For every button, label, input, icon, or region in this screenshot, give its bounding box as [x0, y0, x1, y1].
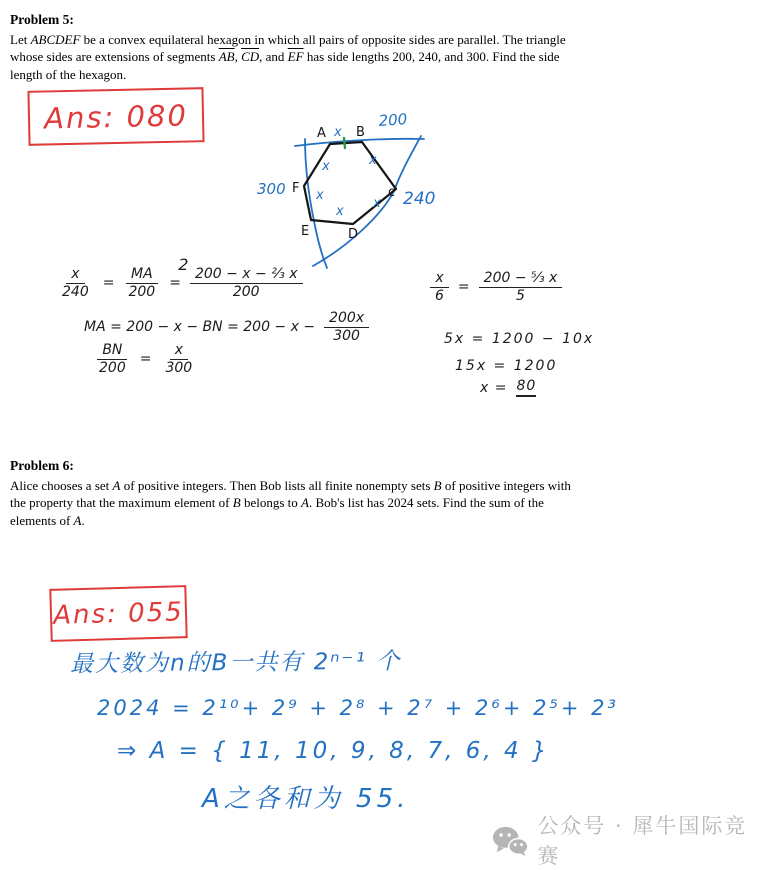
- fraction-200-minus-x: [190, 266, 303, 301]
- frac-num: BN: [97, 342, 127, 360]
- vertex-label-a: A: [317, 126, 326, 141]
- final-answer-80: 80: [516, 378, 536, 397]
- eq-right-line2: 5x = 1200 − 10x: [444, 331, 595, 347]
- vertex-label-f: F: [292, 181, 300, 196]
- fraction-bn-200: [94, 342, 131, 377]
- equals-sign: =: [169, 275, 181, 292]
- p6-text-7: elements of: [10, 512, 74, 528]
- frac-num: 200 − ⁵⁄₃ x: [479, 270, 563, 288]
- problem6-body: [10, 477, 755, 529]
- hexagon-outline: [304, 142, 396, 224]
- watermark-text: 公众号 · 犀牛国际竞赛: [537, 814, 748, 868]
- eq-x-equals: x =: [480, 379, 508, 396]
- p6-text-5: belongs to: [240, 495, 302, 511]
- vertex-label-d: D: [348, 227, 359, 242]
- answer-text-problem6: Ans: 055: [52, 596, 185, 631]
- p5-text-2: be a convex equilateral hexagon in which all pairs of opposite sides are parallel. The triangle: [80, 32, 566, 47]
- frac-num: x: [430, 270, 448, 288]
- fraction-x-240: [57, 266, 94, 301]
- answer-text-problem5: Ans: 080: [43, 97, 189, 136]
- equals-sign: =: [139, 351, 152, 368]
- p6-var-b2: B: [232, 495, 241, 511]
- eq-right-line4: [480, 378, 536, 397]
- p5-text-3: whose sides are extensions of segments: [10, 49, 219, 65]
- vertex-label-c: c: [388, 185, 396, 200]
- fraction-x-6: [430, 270, 449, 305]
- eq-left-line1: [57, 255, 303, 301]
- answer-box-problem6: [49, 585, 187, 642]
- p5-text-4: , and: [259, 49, 288, 65]
- problem5-body: [10, 31, 755, 83]
- fraction-200x-300: [324, 310, 369, 345]
- frac-den: 240: [62, 283, 89, 300]
- eq-left-line2-text: MA = 200 − x − BN = 200 − x −: [84, 319, 316, 336]
- p5-comma: ,: [234, 49, 242, 65]
- equals-with-superscript: [169, 255, 189, 292]
- answer-box-problem5: [27, 87, 204, 146]
- frac-num: 200x: [324, 310, 369, 328]
- frac-den: 200: [128, 283, 156, 300]
- green-tick-mark: [344, 138, 345, 148]
- side-label-x-bc: x: [369, 153, 377, 168]
- p5-segment-cd: $\overline{CD}$: [241, 49, 260, 65]
- p5-segment-ef: $\overline{EF}$: [287, 49, 304, 65]
- eq-right-line3: 15x = 1200: [455, 358, 558, 374]
- p5-var-hexagon: ABCDEF: [30, 32, 81, 47]
- problem5-heading: Problem 5:: [10, 12, 74, 27]
- fraction-x-300: [160, 342, 197, 377]
- solution6-line2: 2024 = 2¹⁰+ 2⁹ + 2⁸ + 2⁷ + 2⁶+ 2⁵+ 2³: [97, 696, 619, 720]
- side-label-x-cd: x: [373, 196, 381, 211]
- superscript-mark: 2: [178, 255, 189, 275]
- solution6-line3: ⇒ A = { 11, 10, 9, 8, 7, 6, 4 }: [117, 738, 550, 764]
- p6-text-6: . Bob's list has 2024 sets. Find the sum of the: [308, 495, 544, 511]
- eq-right-line1: [430, 270, 562, 305]
- vertex-label-e: E: [301, 224, 310, 239]
- length-label-300: 300: [257, 180, 286, 198]
- frac-den: 300: [165, 359, 193, 376]
- fraction-200-53x-5: [479, 270, 563, 305]
- length-label-240: 240: [403, 189, 436, 209]
- fraction-ma-200: [123, 266, 160, 301]
- wechat-icon: [492, 824, 528, 857]
- frac-den: 5: [516, 287, 525, 304]
- p6-text-1: Alice chooses a set: [10, 478, 113, 493]
- side-label-x-ab: x: [334, 125, 342, 140]
- length-label-200: 200: [378, 110, 408, 130]
- side-label-x-ef: x: [316, 188, 324, 203]
- p6-var-a2: A: [301, 495, 309, 511]
- eq-left-line3: [94, 342, 197, 377]
- p6-text-2: of positive integers. Then Bob lists all finite nonempty sets: [120, 478, 434, 493]
- frac-num: x: [66, 266, 84, 284]
- eq-left-line2: [84, 310, 369, 345]
- vertex-label-b: B: [356, 125, 365, 140]
- solution6-line4: A之各和为 55.: [202, 784, 410, 814]
- p6-var-a3: A: [73, 512, 82, 528]
- side-label-x-fa: x: [322, 159, 330, 174]
- frac-den: 6: [435, 287, 444, 304]
- p6-var-a1: A: [112, 478, 121, 493]
- p5-text-1: Let: [10, 32, 31, 47]
- frac-den: 200: [99, 359, 126, 376]
- watermark: [492, 810, 760, 870]
- equals-sign: =: [457, 279, 470, 296]
- p6-text-8: .: [81, 512, 85, 528]
- p5-text-6: length of the hexagon.: [10, 66, 127, 82]
- problem6-heading: Problem 6:: [10, 458, 74, 473]
- p6-text-4: the property that the maximum element of: [10, 495, 233, 511]
- p5-text-5: has side lengths 200, 240, and 300. Find the side: [303, 49, 560, 65]
- frac-den: 200: [232, 283, 260, 300]
- equals-sign: =: [102, 275, 115, 292]
- p5-segment-ab: $\overline{AB}$: [218, 49, 235, 65]
- p6-text-3: of positive integers with: [441, 478, 571, 493]
- side-label-x-de: x: [336, 204, 344, 219]
- solution6-line1: 最大数为n的B一共有 2ⁿ⁻¹ 个: [69, 648, 402, 678]
- frac-num: 200 − x − ²⁄₃ x: [190, 266, 303, 284]
- frac-num: MA: [126, 266, 158, 284]
- hexagon-diagram: [255, 108, 470, 278]
- frac-den: 300: [333, 327, 360, 344]
- frac-num: x: [170, 342, 188, 360]
- p6-var-b1: B: [433, 478, 442, 493]
